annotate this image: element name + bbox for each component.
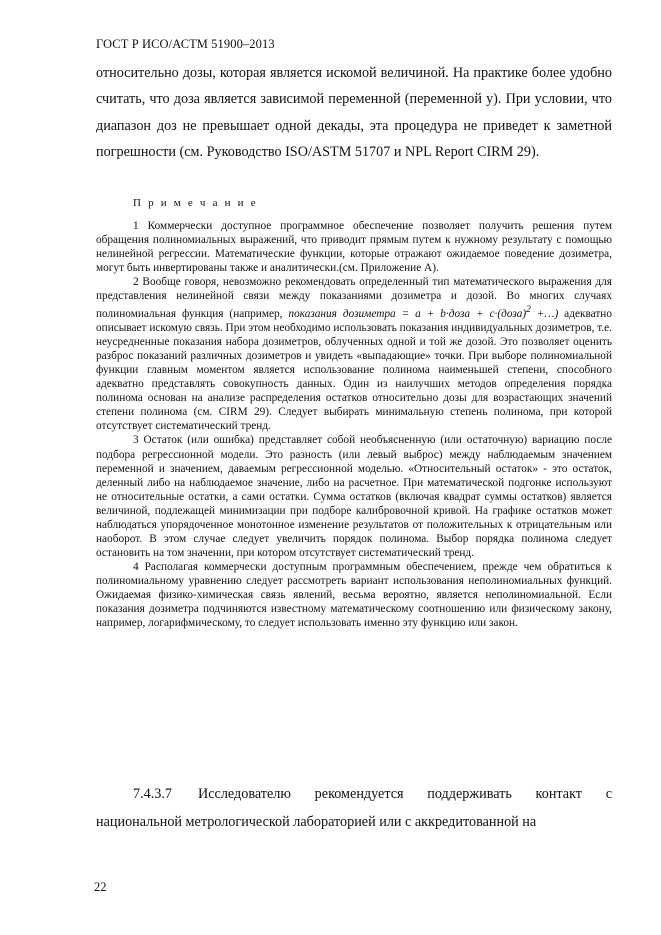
- note-item-3: 3 Остаток (или ошибка) представляет собой необъясненную (или остаточную) вариацию после подбора регрессионной модели. Это разность (или левый выброс) между наблюдаемым значением переменной и значением, даваемым регрессионной моделью. «Относительный остаток» - это остаток, деленный либо на наблюдаемое значение, либо на расчетное. При математической подгонке используют не относительные остатки, а сами остатки. Сумма остатков (включая квадрат суммы остатков) является величиной, подлежащей минимизации при подборе калибровочной кривой. На графике остатков может наблюдаться упорядоченное монотонное изменение результатов от положительных к отрицательным или наоборот. В этом случае следует увеличить порядок полинома. Выбор порядка полинома следует остановить на том значении, при котором отсутствует систематический тренд.: [96, 434, 612, 559]
- note-item-2-formula: [288, 305, 559, 321]
- note-title: П р и м е ч а н и е: [133, 197, 258, 209]
- note-item-2-text-after: адекватно описывает искомую связь. При этом необходимо использовать показания индивидуальных дозиметров, т.е. неусредненные показания набора дозиметров, облученных одной и той же дозой. Это позволяет оценить разброс показаний различных дозиметров и увидеть «выпадающие» точки. При выборе полиномиальной функции главным моментом является использование полинома наименьшей степени, способного адекватно представлять совокупность данных. Один из наилучших методов определения порядка полинома основан на анализе распределения остатков относительно дозы для возрастающих значений степени полинома (см. CIRM 29). Следует выбирать минимальную степень полинома, при которой отсутствует систематический тренд.: [96, 308, 612, 433]
- note-list: [96, 219, 612, 630]
- section-text: Исследователю рекомендуется поддерживать контакт с национальной метрологической лабораторией или с аккредитованной на: [96, 786, 612, 830]
- formula-part-2: +…): [530, 308, 559, 321]
- formula-part-1: показания дозиметра = a + b·доза + c·(доза): [288, 308, 527, 321]
- section-number: 7.4.3.7: [133, 786, 173, 802]
- note-item-2: [96, 275, 612, 433]
- section-paragraph: [96, 780, 612, 836]
- note-item-4: 4 Располагая коммерчески доступным программным обеспечением, прежде чем обратиться к полиномиальному уравнению следует рассмотреть вариант использования неполиномиальных функций. Ожидаемая физико-химическая связь явлений, весьма вероятно, является неполиномиальной. Если показания дозиметра подчиняются известному математическому соотношению или физическому закону, например, логарифмическому, то следует использовать именно эту функцию или закон.: [96, 560, 612, 630]
- note-item-1: 1 Коммерчески доступное программное обеспечение позволяет получить решения путем обращения полиномиальных выражений, что приводит прямым путем к нужному результату с помощью нелинейной регрессии. Математические функции, которые отражают ожидаемое поведение дозиметра, могут быть инвертированы также и аналитически.(см. Приложение А).: [96, 220, 612, 275]
- note-item-2-text-before: 2 Вообще говоря, невозможно рекомендовать определенный тип математического выражения для представления нелинейной связи между показаниями дозиметра и дозой. Во многих случаях полиномиальная функция (например,: [96, 276, 612, 321]
- document-header: ГОСТ Р ИСО/АСТМ 51900–2013: [96, 37, 275, 51]
- formula-superscript: 2: [526, 305, 531, 316]
- intro-paragraph: относительно дозы, которая является искомой величиной. На практике более удобно считать, что доза является зависимой переменной (переменной y). При условии, что диапазон доз не превышает одной декады, эта процедура не приведет к заметной погрешности (см. Руководство ISO/ASTM 51707 и NPL Report CIRM 29).: [96, 65, 612, 160]
- page-number: 22: [94, 880, 107, 894]
